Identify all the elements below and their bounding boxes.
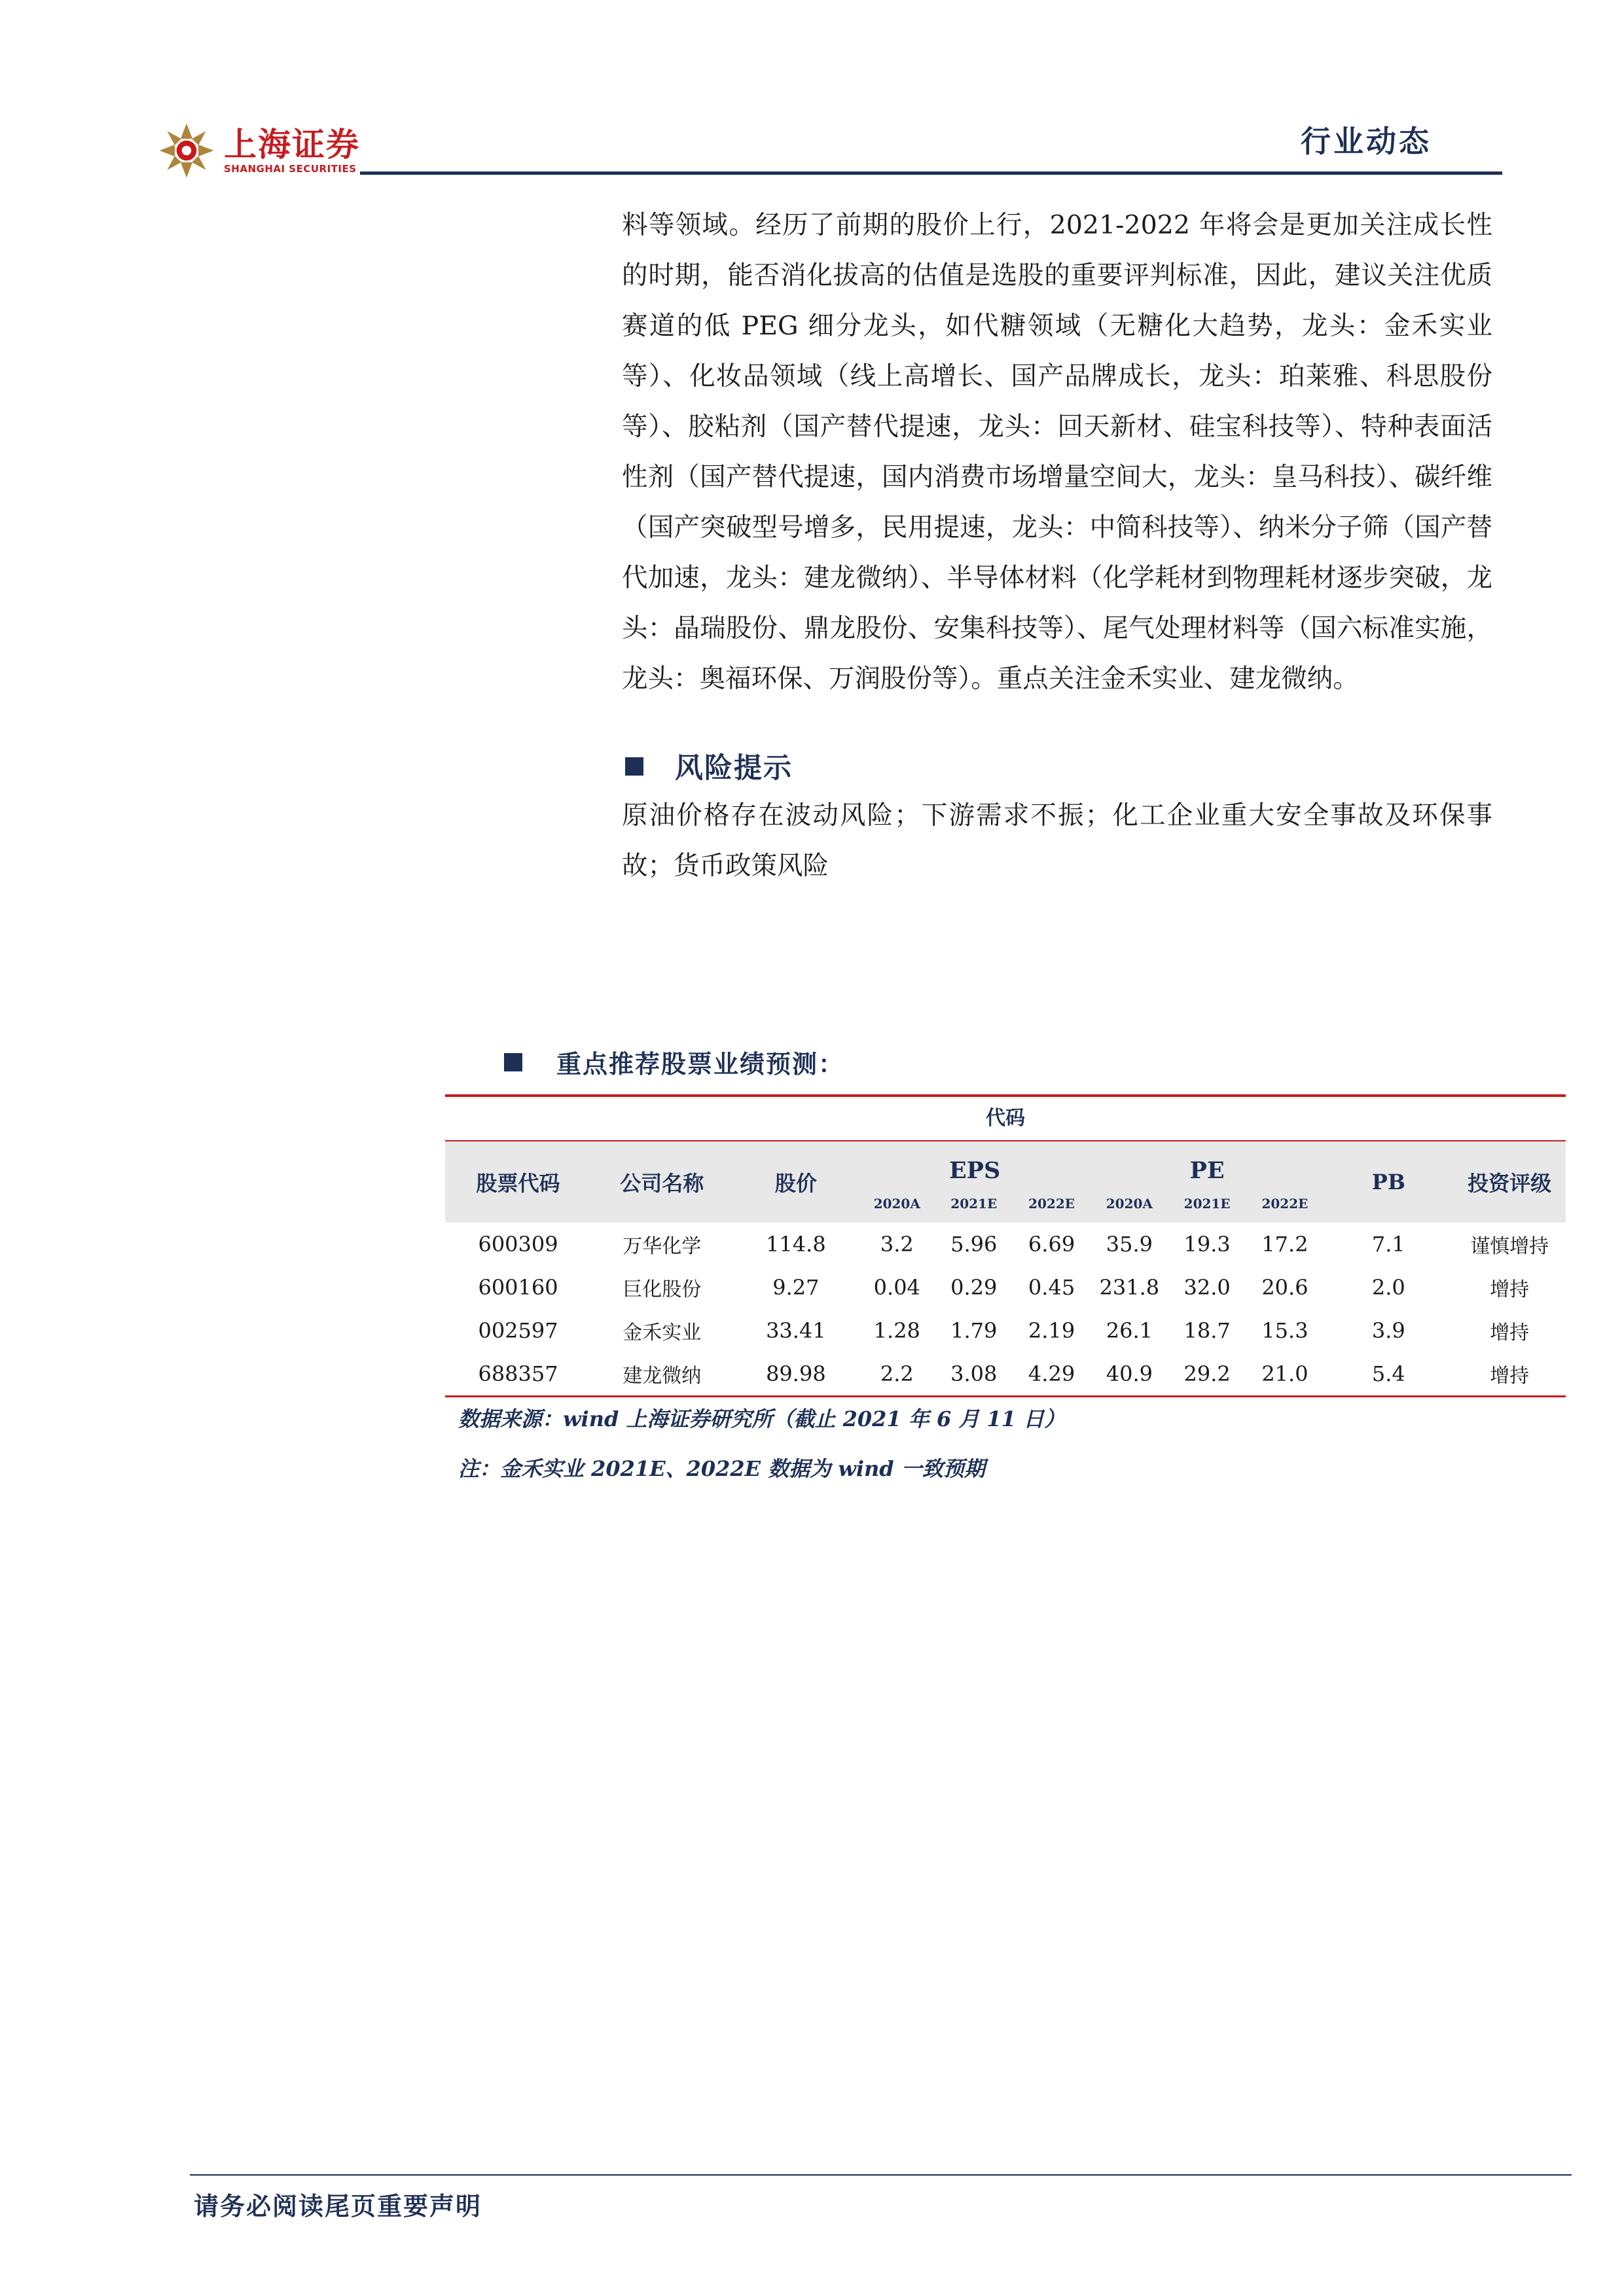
cell-eps-2021e: 5.96 — [950, 1232, 998, 1257]
cell-pe-2022e: 21.0 — [1261, 1361, 1308, 1386]
col-header-name: 公司名称 — [591, 1141, 732, 1223]
cell-eps-2022e: 2.19 — [1028, 1318, 1075, 1343]
pe-year-2022e: 2022E — [1246, 1185, 1324, 1223]
footer-divider — [190, 2174, 1572, 2176]
risk-paragraph: 原油价格存在波动风险；下游需求不振；化工企业重大安全事故及环保事故；货币政策风险 — [622, 800, 1492, 881]
table-heading — [504, 1044, 844, 1080]
cell-pb: 3.9 — [1371, 1318, 1405, 1343]
cell-eps-2020a: 0.04 — [873, 1275, 920, 1300]
main-paragraph: 料等领域。经历了前期的股价上行，2021-2022 年将会是更加关注成长性的时期，能否消化拔高的估值是选股的重要评判标准，因此，建议关注优质赛道的低 PEG 细分龙头，如代糖领域（无糖化大趋势，龙头：金禾实业等）、化妆品领域（线上高增长、国产品牌成长，龙头：珀莱雅、科思股份等）、胶粘剂（国产替代提速，龙头：回天新材、硅宝科技等）、特种表面活性剂（国产替代提速，国内消费市场增量空间大，龙头：皇马科技）、碳纤维（国产突破型号增多，民用提速，龙头：中简科技等）、纳米分子筛（国产替代加速，龙头：建龙微纳）、半导体材料（化学耗材到物理耗材逐步突破，龙头：晶瑞股份、鼎龙股份、安集科技等）、尾气处理材料等（国六标准实施，龙头：奥福环保、万润股份等）。重点关注金禾实业、建龙微纳。 — [622, 210, 1492, 694]
cell-code: 600309 — [478, 1232, 558, 1257]
bullet-square-icon — [504, 1053, 522, 1071]
logo-emblem-icon — [157, 121, 216, 180]
col-group-pe: PE — [1091, 1141, 1324, 1185]
pe-year-2020a: 2020A — [1091, 1185, 1168, 1223]
cell-pe-2020a: 40.9 — [1106, 1361, 1153, 1386]
header-divider — [360, 171, 1502, 175]
cell-pe-2021e: 19.3 — [1183, 1232, 1231, 1257]
cell-pe-2020a: 231.8 — [1099, 1275, 1160, 1300]
cell-pe-2022e: 17.2 — [1261, 1232, 1308, 1257]
cell-rating: 增持 — [1490, 1365, 1530, 1388]
cell-name: 建龙微纳 — [623, 1365, 702, 1388]
forecast-table — [445, 1141, 1566, 1395]
cell-code: 688357 — [478, 1361, 558, 1386]
logo-name-cn: 上海证券 — [224, 126, 360, 164]
forecast-table-container — [445, 1094, 1566, 1397]
cell-price: 89.98 — [766, 1361, 826, 1386]
cell-eps-2020a: 3.2 — [880, 1232, 914, 1257]
cell-code: 600160 — [478, 1275, 558, 1300]
cell-code: 002597 — [478, 1318, 558, 1343]
table-notes — [458, 1394, 1065, 1494]
cell-price: 33.41 — [766, 1318, 826, 1343]
cell-eps-2022e: 4.29 — [1028, 1361, 1075, 1386]
risk-section-heading — [625, 746, 793, 786]
col-group-eps: EPS — [859, 1141, 1091, 1185]
cell-pe-2021e: 29.2 — [1183, 1361, 1231, 1386]
bullet-square-icon — [625, 757, 643, 776]
cell-pb: 2.0 — [1371, 1275, 1405, 1300]
cell-eps-2021e: 3.08 — [950, 1361, 998, 1386]
cell-name: 巨化股份 — [623, 1278, 702, 1301]
col-header-code: 股票代码 — [445, 1141, 591, 1223]
cell-pe-2021e: 18.7 — [1183, 1318, 1231, 1343]
cell-price: 9.27 — [772, 1275, 820, 1300]
cell-eps-2020a: 2.2 — [880, 1361, 914, 1386]
consensus-note: 注：金禾实业 2021E、2022E 数据为 wind 一致预期 — [458, 1456, 985, 1481]
cell-rating: 增持 — [1490, 1278, 1530, 1301]
cell-pb: 5.4 — [1371, 1361, 1405, 1386]
col-header-rating: 投资评级 — [1453, 1141, 1566, 1223]
report-category: 行业动态 — [1301, 124, 1432, 159]
cell-eps-2021e: 1.79 — [950, 1318, 998, 1343]
col-header-price: 股价 — [733, 1141, 859, 1223]
cell-eps-2020a: 1.28 — [873, 1318, 920, 1343]
cell-pe-2020a: 26.1 — [1106, 1318, 1153, 1343]
footer-disclaimer: 请务必阅读尾页重要声明 — [194, 2192, 482, 2221]
table-row — [445, 1223, 1566, 1266]
table-row — [445, 1352, 1566, 1395]
eps-year-2020a: 2020A — [859, 1185, 935, 1223]
table-heading-label: 重点推荐股票业绩预测： — [556, 1050, 845, 1079]
table-row — [445, 1309, 1566, 1352]
cell-pe-2022e: 15.3 — [1261, 1318, 1308, 1343]
cell-pe-2021e: 32.0 — [1183, 1275, 1231, 1300]
eps-year-2021e: 2021E — [935, 1185, 1013, 1223]
table-banner: 代码 — [445, 1097, 1566, 1141]
cell-eps-2022e: 6.69 — [1028, 1232, 1075, 1257]
cell-price: 114.8 — [766, 1232, 826, 1257]
cell-rating: 增持 — [1490, 1321, 1530, 1344]
cell-name: 金禾实业 — [623, 1321, 702, 1344]
pe-year-2021e: 2021E — [1168, 1185, 1246, 1223]
risk-heading-label: 风险提示 — [675, 752, 793, 785]
cell-eps-2021e: 0.29 — [950, 1275, 998, 1300]
logo-name-en: SHANGHAI SECURITIES — [224, 163, 357, 175]
data-source-note: 数据来源：wind 上海证券研究所（截止 2021 年 6 月 11 日） — [458, 1407, 1066, 1431]
cell-pe-2020a: 35.9 — [1106, 1232, 1153, 1257]
company-logo — [157, 121, 360, 180]
cell-pb: 7.1 — [1371, 1232, 1405, 1257]
table-row — [445, 1266, 1566, 1309]
col-header-pb: PB — [1324, 1141, 1453, 1223]
cell-name: 万华化学 — [623, 1235, 702, 1258]
cell-rating: 谨慎增持 — [1470, 1235, 1549, 1258]
eps-year-2022e: 2022E — [1013, 1185, 1091, 1223]
cell-eps-2022e: 0.45 — [1028, 1275, 1075, 1300]
cell-pe-2022e: 20.6 — [1261, 1275, 1308, 1300]
